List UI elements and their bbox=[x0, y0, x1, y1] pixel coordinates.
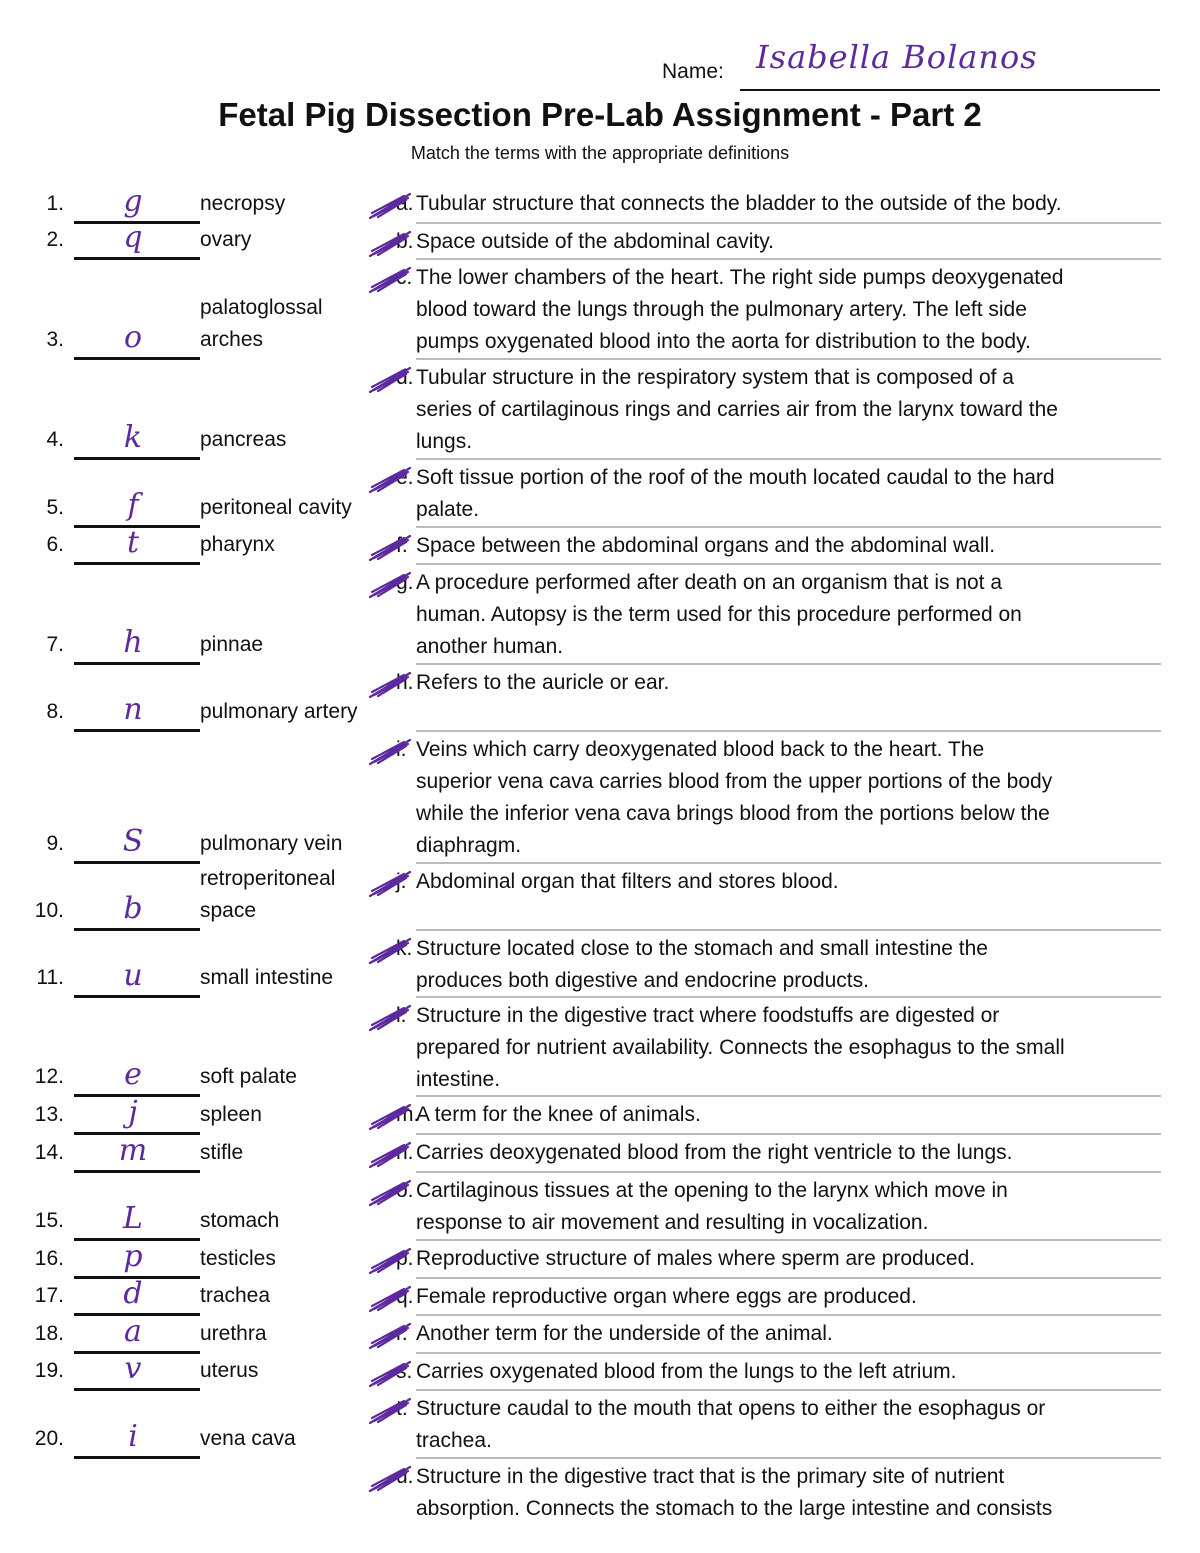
answer-value: o bbox=[123, 320, 143, 355]
definition-line: Structure in the digestive tract where foodstuffs are digested or bbox=[416, 1004, 1000, 1027]
list-item bbox=[0, 998, 1200, 1097]
definition-letter: i. bbox=[396, 738, 407, 761]
definition-line: response to air movement and resulting in vocalization. bbox=[416, 1211, 929, 1234]
answer-value: f bbox=[127, 488, 139, 523]
definition-letter: a. bbox=[396, 192, 414, 215]
definition-text bbox=[416, 933, 1161, 997]
definition-line: trachea. bbox=[416, 1429, 492, 1452]
definition-letter: p. bbox=[396, 1247, 414, 1270]
answer-field[interactable] bbox=[74, 1092, 200, 1135]
term-label: vena cava bbox=[200, 1427, 296, 1450]
term-label: spleen bbox=[200, 1103, 262, 1126]
term-label: uterus bbox=[200, 1359, 259, 1382]
definition-text bbox=[416, 567, 1161, 663]
term-label: stifle bbox=[200, 1141, 244, 1164]
definition-line: blood toward the lungs through the pulmonary artery. The left side bbox=[416, 298, 1027, 321]
page-title: Fetal Pig Dissection Pre-Lab Assignment - Part 2 bbox=[218, 96, 982, 133]
answer-value: q bbox=[123, 220, 143, 255]
crossed-out-mark-icon bbox=[364, 565, 420, 605]
answer-field[interactable] bbox=[74, 821, 200, 864]
definition-line: while the inferior vena cava brings blood from the portions below the bbox=[416, 802, 1050, 825]
answer-value: d bbox=[123, 1276, 143, 1311]
definition-letter: c. bbox=[396, 266, 413, 289]
definition-letter: o. bbox=[396, 1179, 414, 1202]
answer-value: h bbox=[123, 625, 143, 660]
list-item bbox=[0, 864, 1200, 931]
item-number: 20. bbox=[34, 1427, 64, 1450]
term-label: pulmonary artery bbox=[200, 700, 358, 723]
item-number: 12. bbox=[34, 1065, 64, 1088]
definition-text bbox=[416, 1137, 1161, 1169]
definition-line: produces both digestive and endocrine products. bbox=[416, 969, 869, 992]
definition-line: Structure in the digestive tract that is the primary site of nutrient bbox=[416, 1465, 1005, 1488]
definition-letter: h. bbox=[396, 671, 414, 694]
answer-value: e bbox=[124, 1057, 142, 1092]
definition-line: Structure located close to the stomach and small intestine the bbox=[416, 937, 988, 960]
definition-line: Carries oxygenated blood from the lungs to the left atrium. bbox=[416, 1360, 957, 1383]
definition-line: palate. bbox=[416, 498, 480, 521]
item-number: 6. bbox=[46, 533, 64, 556]
list-item bbox=[0, 1351, 1200, 1391]
crossed-out-mark-icon bbox=[364, 864, 420, 904]
answer-value: t bbox=[126, 525, 140, 560]
answer-value: b bbox=[123, 891, 143, 926]
definition-line: The lower chambers of the heart. The right side pumps deoxygenated bbox=[416, 266, 1064, 289]
crossed-out-mark-icon bbox=[364, 1391, 420, 1431]
crossed-out-mark-icon bbox=[364, 186, 420, 226]
term-label: peritoneal cavity bbox=[200, 496, 352, 519]
definition-line: Refers to the auricle or ear. bbox=[416, 671, 670, 694]
item-number: 17. bbox=[34, 1284, 64, 1307]
definition-line: Veins which carry deoxygenated blood back to the heart. The bbox=[416, 738, 985, 761]
definition-text bbox=[416, 866, 1161, 898]
answer-value: k bbox=[123, 420, 143, 455]
definition-text bbox=[416, 530, 1161, 562]
item-number: 7. bbox=[46, 633, 64, 656]
definition-line: Female reproductive organ where eggs are produced. bbox=[416, 1285, 917, 1308]
item-number: 1. bbox=[46, 192, 64, 215]
definition-line: Abdominal organ that filters and stores blood. bbox=[416, 870, 839, 893]
term-label: small intestine bbox=[200, 966, 334, 989]
answer-value: a bbox=[124, 1314, 142, 1349]
crossed-out-mark-icon bbox=[364, 1241, 420, 1281]
item-number: 15. bbox=[34, 1209, 64, 1232]
answer-value: g bbox=[123, 184, 143, 219]
crossed-out-mark-icon bbox=[364, 665, 420, 705]
term-label: necropsy bbox=[200, 192, 286, 215]
definition-line: pumps oxygenated blood into the aorta for distribution to the body. bbox=[416, 330, 1031, 353]
list-item bbox=[0, 460, 1200, 528]
list-item bbox=[0, 931, 1200, 998]
item-number: 13. bbox=[34, 1103, 64, 1126]
crossed-out-mark-icon bbox=[364, 1354, 420, 1394]
definition-letter: q. bbox=[396, 1285, 414, 1308]
item-number: 5. bbox=[46, 496, 64, 519]
item-number: 16. bbox=[34, 1247, 64, 1270]
term-label: pharynx bbox=[200, 533, 275, 556]
answer-field[interactable] bbox=[74, 317, 200, 360]
crossed-out-mark-icon bbox=[364, 931, 420, 971]
definition-letter: l. bbox=[396, 1004, 407, 1027]
answer-value: m bbox=[118, 1133, 148, 1168]
definition-line: Cartilaginous tissues at the opening to the larynx which move in bbox=[416, 1179, 1008, 1202]
term-label: ovary bbox=[200, 228, 252, 251]
crossed-out-mark-icon bbox=[364, 732, 420, 772]
definition-text bbox=[416, 188, 1161, 220]
definition-line: absorption. Connects the stomach to the large intestine and consists bbox=[416, 1497, 1053, 1520]
crossed-out-mark-icon bbox=[364, 528, 420, 568]
definition-line: human. Autopsy is the term used for this procedure performed on bbox=[416, 603, 1022, 626]
definition-text bbox=[416, 226, 1161, 258]
answer-field[interactable] bbox=[74, 689, 200, 732]
answer-value: v bbox=[124, 1351, 142, 1386]
definition-letter: m. bbox=[396, 1103, 420, 1126]
definition-line: A term for the knee of animals. bbox=[416, 1103, 701, 1126]
list-item bbox=[0, 360, 1200, 460]
name-label: Name: bbox=[662, 60, 724, 83]
crossed-out-mark-icon bbox=[364, 998, 420, 1038]
term-label: pinnae bbox=[200, 633, 264, 656]
definition-text bbox=[416, 1099, 1161, 1131]
item-number: 9. bbox=[46, 832, 64, 855]
name-value: Isabella Bolanos bbox=[756, 38, 1038, 76]
list-item bbox=[0, 665, 1200, 732]
definition-letter: r. bbox=[396, 1322, 408, 1345]
term-label: testicles bbox=[200, 1247, 276, 1270]
crossed-out-mark-icon bbox=[364, 1459, 420, 1499]
crossed-out-mark-icon bbox=[364, 360, 420, 400]
definition-letter: f. bbox=[396, 534, 408, 557]
term-label: trachea bbox=[200, 1284, 271, 1307]
term-label: pulmonary vein bbox=[200, 832, 343, 855]
answer-field[interactable] bbox=[74, 522, 200, 565]
definition-letter: g. bbox=[396, 571, 414, 594]
page-subtitle: Match the terms with the appropriate definitions bbox=[410, 143, 790, 163]
term-label: palatoglossal arches bbox=[200, 296, 323, 351]
definition-line: another human. bbox=[416, 635, 564, 658]
list-item bbox=[0, 1459, 1200, 1553]
name-line bbox=[740, 89, 1160, 91]
item-number: 10. bbox=[34, 899, 64, 922]
definition-line: Space between the abdominal organs and the abdominal wall. bbox=[416, 534, 996, 557]
definition-line: Carries deoxygenated blood from the right ventricle to the lungs. bbox=[416, 1141, 1013, 1164]
item-number: 2. bbox=[46, 228, 64, 251]
definition-text bbox=[416, 734, 1161, 862]
list-item bbox=[0, 1173, 1200, 1241]
definition-text bbox=[416, 362, 1161, 458]
item-number: 14. bbox=[34, 1141, 64, 1164]
answer-field[interactable] bbox=[74, 1416, 200, 1459]
crossed-out-mark-icon bbox=[364, 224, 420, 264]
crossed-out-mark-icon bbox=[364, 460, 420, 500]
definition-letter: d. bbox=[396, 366, 414, 389]
list-item bbox=[0, 565, 1200, 665]
crossed-out-mark-icon bbox=[364, 260, 420, 300]
list-item bbox=[0, 1135, 1200, 1173]
definition-line: diaphragm. bbox=[416, 834, 522, 857]
item-number: 19. bbox=[34, 1359, 64, 1382]
definition-text bbox=[416, 262, 1161, 358]
answer-field[interactable] bbox=[74, 888, 200, 931]
definition-line: prepared for nutrient availability. Connects the esophagus to the small bbox=[416, 1036, 1065, 1059]
definition-letter: t. bbox=[396, 1397, 408, 1420]
term-label: pancreas bbox=[200, 428, 287, 451]
crossed-out-mark-icon bbox=[364, 1173, 420, 1213]
item-number: 4. bbox=[46, 428, 64, 451]
answer-value: i bbox=[128, 1419, 138, 1454]
list-item bbox=[0, 1391, 1200, 1459]
definition-letter: k. bbox=[396, 937, 413, 960]
term-label: stomach bbox=[200, 1209, 280, 1232]
definition-line: Soft tissue portion of the roof of the mouth located caudal to the hard bbox=[416, 466, 1055, 489]
answer-field[interactable] bbox=[74, 1130, 200, 1173]
definition-letter: e. bbox=[396, 466, 414, 489]
item-number: 11. bbox=[36, 966, 64, 989]
definition-text bbox=[416, 667, 1161, 699]
answer-field[interactable] bbox=[74, 217, 200, 260]
answer-value: n bbox=[123, 692, 143, 727]
answer-value: S bbox=[122, 824, 144, 859]
crossed-out-mark-icon bbox=[364, 1097, 420, 1137]
definition-letter: j. bbox=[396, 870, 407, 893]
term-label: retroperitoneal space bbox=[200, 867, 336, 922]
definition-line: superior vena cava carries blood from the upper portions of the body bbox=[416, 770, 1053, 793]
list-item bbox=[0, 220, 1200, 260]
item-number: 18. bbox=[34, 1322, 64, 1345]
list-item bbox=[0, 732, 1200, 864]
answer-value: L bbox=[123, 1201, 143, 1236]
definition-line: intestine. bbox=[416, 1068, 501, 1091]
definition-line: lungs. bbox=[416, 430, 473, 453]
definition-text bbox=[416, 1000, 1161, 1096]
term-label: urethra bbox=[200, 1322, 267, 1345]
definition-line: Tubular structure in the respiratory system that is composed of a bbox=[416, 366, 1014, 389]
definition-line: Tubular structure that connects the bladder to the outside of the body. bbox=[416, 192, 1062, 215]
definition-line: Structure caudal to the mouth that opens to either the esophagus or bbox=[416, 1397, 1046, 1420]
answer-value: u bbox=[123, 958, 143, 993]
definition-letter: b. bbox=[396, 230, 414, 253]
term-label: soft palate bbox=[200, 1065, 297, 1088]
list-item bbox=[0, 260, 1200, 360]
definition-text bbox=[416, 1461, 1161, 1525]
definition-letter: n. bbox=[396, 1141, 414, 1164]
item-number: 8. bbox=[46, 700, 64, 723]
definition-letter: u. bbox=[396, 1465, 414, 1488]
answer-field[interactable] bbox=[74, 622, 200, 665]
answer-field[interactable] bbox=[74, 1348, 200, 1391]
answer-field[interactable] bbox=[74, 955, 200, 998]
definition-text bbox=[416, 1393, 1161, 1457]
answer-field[interactable] bbox=[74, 417, 200, 460]
answer-field[interactable] bbox=[74, 1198, 200, 1241]
crossed-out-mark-icon bbox=[364, 1316, 420, 1356]
answer-value: j bbox=[128, 1095, 138, 1130]
answer-field[interactable] bbox=[74, 1054, 200, 1097]
definition-line: Reproductive structure of males where sperm are produced. bbox=[416, 1247, 976, 1270]
crossed-out-mark-icon bbox=[364, 1279, 420, 1319]
definition-line: Space outside of the abdominal cavity. bbox=[416, 230, 774, 253]
definition-text bbox=[416, 1356, 1161, 1388]
definition-line: Another term for the underside of the animal. bbox=[416, 1322, 833, 1345]
definition-line: A procedure performed after death on an organism that is not a bbox=[416, 571, 1003, 594]
answer-field[interactable] bbox=[74, 1273, 200, 1316]
answer-value: p bbox=[123, 1239, 143, 1274]
definition-text bbox=[416, 1243, 1161, 1275]
item-number: 3. bbox=[46, 328, 64, 351]
definition-line: series of cartilaginous rings and carries air from the larynx toward the bbox=[416, 398, 1058, 421]
definition-text bbox=[416, 1175, 1161, 1239]
definition-letter: s. bbox=[396, 1360, 413, 1383]
list-item bbox=[0, 525, 1200, 565]
definition-text bbox=[416, 1318, 1161, 1350]
definition-text bbox=[416, 1281, 1161, 1313]
definition-text bbox=[416, 462, 1161, 526]
crossed-out-mark-icon bbox=[364, 1135, 420, 1175]
